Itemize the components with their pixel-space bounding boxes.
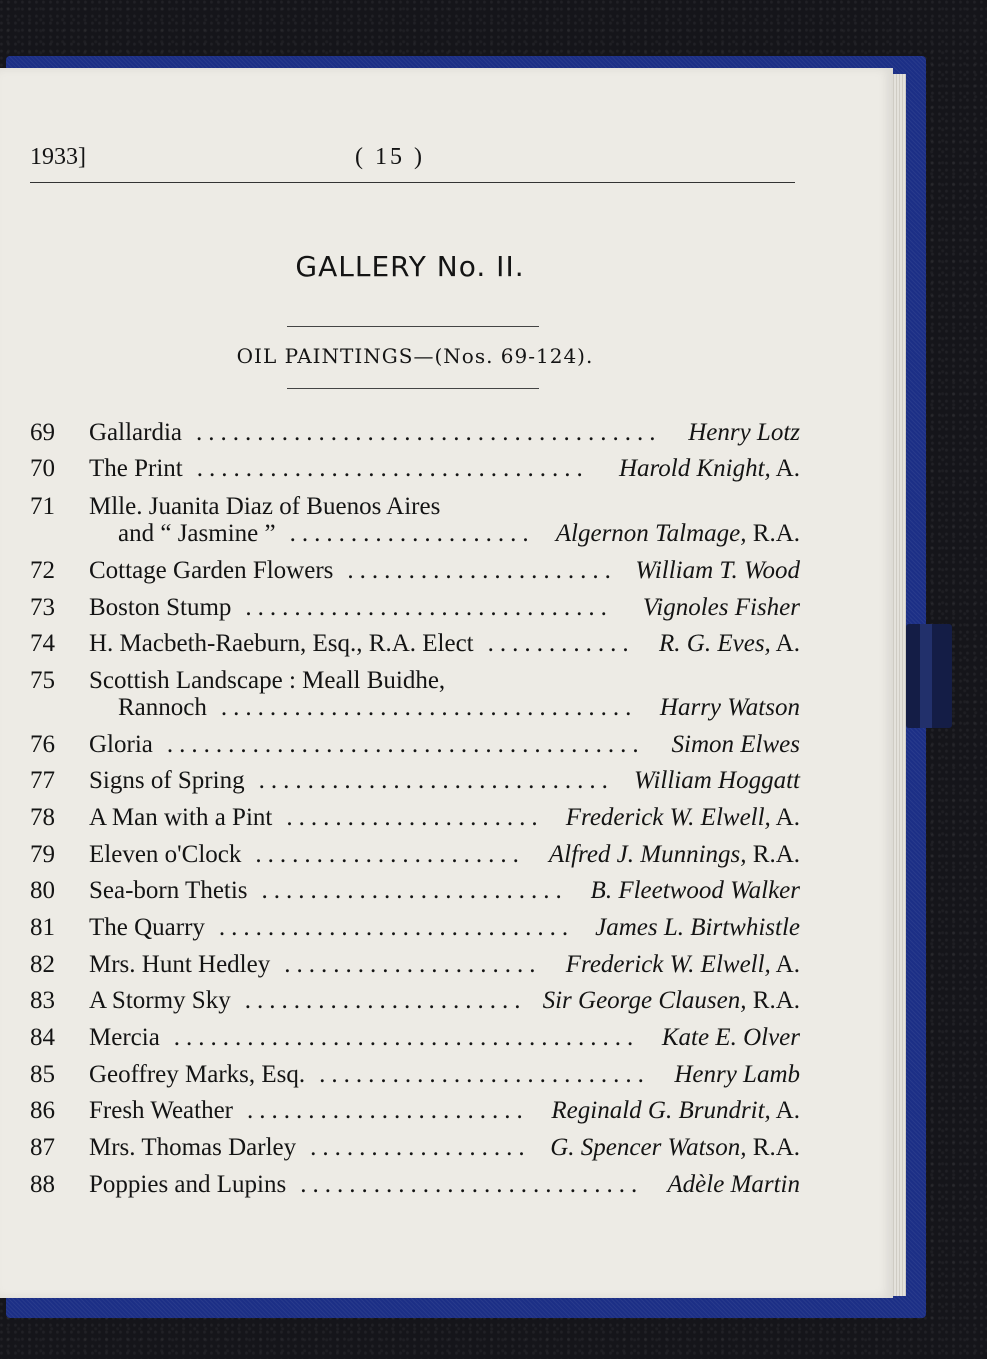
leader-dots: ..................	[310, 1134, 531, 1161]
entry-artist	[672, 730, 800, 760]
entry-number: 70	[30, 455, 55, 482]
artist-name: Henry Lamb	[674, 1061, 800, 1088]
artist-name: Algernon Talmage,	[555, 520, 747, 547]
entry-title: Eleven o'Clock	[89, 841, 242, 868]
entry-number: 69	[30, 419, 55, 446]
entry-number: 78	[30, 804, 55, 831]
catalogue-entry	[0, 766, 893, 798]
running-header	[30, 140, 795, 183]
entry-artist	[660, 693, 800, 723]
artist-name: Alfred J. Munnings,	[548, 841, 747, 868]
entry-artist	[551, 1096, 800, 1126]
catalogue-entry	[0, 730, 893, 762]
entry-number: 88	[30, 1171, 55, 1198]
catalogue-entry	[0, 418, 893, 450]
entry-number: 79	[30, 841, 55, 868]
entry-artist	[566, 950, 800, 980]
catalogue-entry	[0, 629, 893, 661]
artist-name: James L. Birtwhistle	[595, 914, 800, 941]
entry-title-continued: and “ Jasmine ”	[118, 520, 276, 547]
leader-dots: ..................................	[220, 694, 638, 721]
entry-number: 83	[30, 987, 55, 1014]
artist-name: Harold Knight,	[618, 455, 771, 482]
entry-title: Geoffrey Marks, Esq.	[89, 1061, 306, 1088]
entry-number: 87	[30, 1134, 55, 1161]
artist-name: Henry Lotz	[688, 419, 800, 446]
catalogue-entry	[0, 950, 893, 982]
artist-name: William Hoggatt	[634, 767, 800, 794]
artist-distinction: R.A.	[746, 987, 800, 1014]
catalogue-entry	[0, 1096, 893, 1128]
entry-artist	[549, 840, 800, 870]
title-rule-top	[287, 326, 539, 327]
entry-title: Cottage Garden Flowers	[89, 557, 334, 584]
title-rule-bottom	[287, 388, 539, 389]
entry-number: 75	[30, 667, 55, 694]
artist-distinction: A.	[770, 1097, 800, 1124]
leader-dots: .....................	[284, 951, 542, 978]
entry-title: The Print	[89, 455, 183, 482]
artist-name: Frederick W. Elwell,	[565, 951, 771, 978]
entry-title: Signs of Spring	[89, 767, 245, 794]
catalogue-entry	[0, 556, 893, 588]
entry-title: Poppies and Lupins	[89, 1171, 287, 1198]
leader-dots: ............................	[300, 1171, 644, 1198]
entry-artist	[619, 454, 800, 484]
artist-distinction: R.A.	[746, 520, 800, 547]
leader-dots: .......................................	[166, 731, 645, 758]
entry-artist	[659, 629, 800, 659]
entry-artist	[591, 876, 800, 906]
entry-number: 71	[30, 493, 55, 520]
artist-name: Adèle Martin	[667, 1171, 800, 1198]
artist-distinction: R.A.	[746, 1134, 800, 1161]
entry-artist	[674, 1060, 800, 1090]
catalogue-entry	[0, 1133, 893, 1165]
entry-number: 76	[30, 731, 55, 758]
artist-name: Kate E. Olver	[661, 1024, 800, 1051]
entry-number: 80	[30, 877, 55, 904]
entry-artist	[643, 593, 800, 623]
catalogue-page	[0, 68, 893, 1298]
entry-title: The Quarry	[89, 914, 205, 941]
catalogue-entry	[0, 593, 893, 625]
catalogue-entry	[0, 1060, 893, 1092]
leader-dots: .............................	[218, 914, 575, 941]
leader-dots: .......................	[244, 987, 527, 1014]
entry-number: 84	[30, 1024, 55, 1051]
entry-artist	[662, 1023, 800, 1053]
catalogue-entry	[0, 454, 893, 486]
gallery-title: GALLERY No. II.	[295, 250, 525, 283]
page-number: ( 15 )	[355, 144, 425, 170]
entry-title: A Stormy Sky	[89, 987, 231, 1014]
bookmark-ribbon-highlight	[920, 624, 932, 728]
leader-dots: ......................	[255, 841, 525, 868]
catalogue-entry	[0, 986, 893, 1018]
entry-number: 82	[30, 951, 55, 978]
leader-dots: ............	[487, 630, 635, 657]
entry-number: 86	[30, 1097, 55, 1124]
artist-name: Vignoles Fisher	[642, 594, 800, 621]
artist-distinction: A.	[770, 951, 800, 978]
artist-name: B. Fleetwood Walker	[590, 877, 800, 904]
leader-dots: .........................	[261, 877, 568, 904]
entry-artist	[635, 556, 800, 586]
entry-artist	[595, 913, 800, 943]
section-title: OIL PAINTINGS—(Nos. 69-124).	[236, 344, 594, 368]
leader-dots: ....................	[289, 520, 535, 547]
artist-name: Sir George Clausen,	[542, 987, 747, 1014]
entry-artist	[556, 519, 800, 549]
catalogue-entry	[0, 840, 893, 872]
leader-dots: ................................	[196, 455, 589, 482]
entry-artist	[543, 986, 800, 1016]
entry-number: 73	[30, 594, 55, 621]
leader-dots: .......................	[247, 1097, 529, 1124]
entry-title: Sea-born Thetis	[89, 877, 248, 904]
leader-dots: .............................	[258, 767, 614, 794]
artist-name: Frederick W. Elwell,	[565, 804, 771, 831]
entry-title: Gloria	[89, 731, 153, 758]
leader-dots: ......................................	[196, 419, 662, 446]
artist-name: R. G. Eves,	[659, 630, 771, 657]
entry-title: Gallardia	[89, 419, 183, 446]
entry-title: Boston Stump	[89, 594, 232, 621]
entry-artist	[667, 1170, 800, 1200]
entry-number: 81	[30, 914, 55, 941]
leader-dots: .....................	[286, 804, 544, 831]
artist-name: G. Spencer Watson,	[550, 1134, 747, 1161]
catalogue-entry	[0, 913, 893, 945]
leader-dots: ......................................	[173, 1024, 640, 1051]
artist-distinction: A.	[770, 804, 800, 831]
entry-number: 77	[30, 767, 55, 794]
artist-name: Simon Elwes	[671, 731, 800, 758]
entry-title: A Man with a Pint	[89, 804, 273, 831]
entry-number: 85	[30, 1061, 55, 1088]
catalogue-entry	[0, 876, 893, 908]
artist-name: William T. Wood	[635, 557, 800, 584]
artist-name: Reginald G. Brundrit,	[551, 1097, 771, 1124]
leader-dots: ...........................	[319, 1061, 650, 1088]
entry-number: 72	[30, 557, 55, 584]
artist-distinction: A.	[770, 455, 800, 482]
artist-distinction: R.A.	[746, 841, 800, 868]
artist-distinction: A.	[770, 630, 800, 657]
entry-title: Mrs. Thomas Darley	[89, 1134, 297, 1161]
catalogue-entry	[0, 666, 893, 728]
entry-title: Mercia	[89, 1024, 160, 1051]
leader-dots: ......................	[347, 557, 617, 584]
catalogue-entry	[0, 1023, 893, 1055]
entry-number: 74	[30, 630, 55, 657]
entry-title: Mlle. Juanita Diaz of Buenos Aires	[89, 493, 441, 520]
entry-artist	[550, 1133, 800, 1163]
entry-artist	[566, 803, 800, 833]
catalogue-entry	[0, 492, 893, 554]
entry-artist	[688, 418, 800, 448]
leader-dots: ..............................	[245, 594, 613, 621]
entry-artist	[634, 766, 800, 796]
entry-title: Mrs. Hunt Hedley	[89, 951, 271, 978]
entry-title-continued: Rannoch	[118, 694, 207, 721]
header-year: 1933]	[30, 144, 86, 170]
entry-title: H. Macbeth-Raeburn, Esq., R.A. Elect	[89, 630, 474, 657]
catalogue-entry	[0, 1170, 893, 1202]
entry-title: Fresh Weather	[89, 1097, 234, 1124]
entry-title: Scottish Landscape : Meall Buidhe,	[89, 667, 446, 694]
catalogue-entry	[0, 803, 893, 835]
artist-name: Harry Watson	[659, 694, 800, 721]
